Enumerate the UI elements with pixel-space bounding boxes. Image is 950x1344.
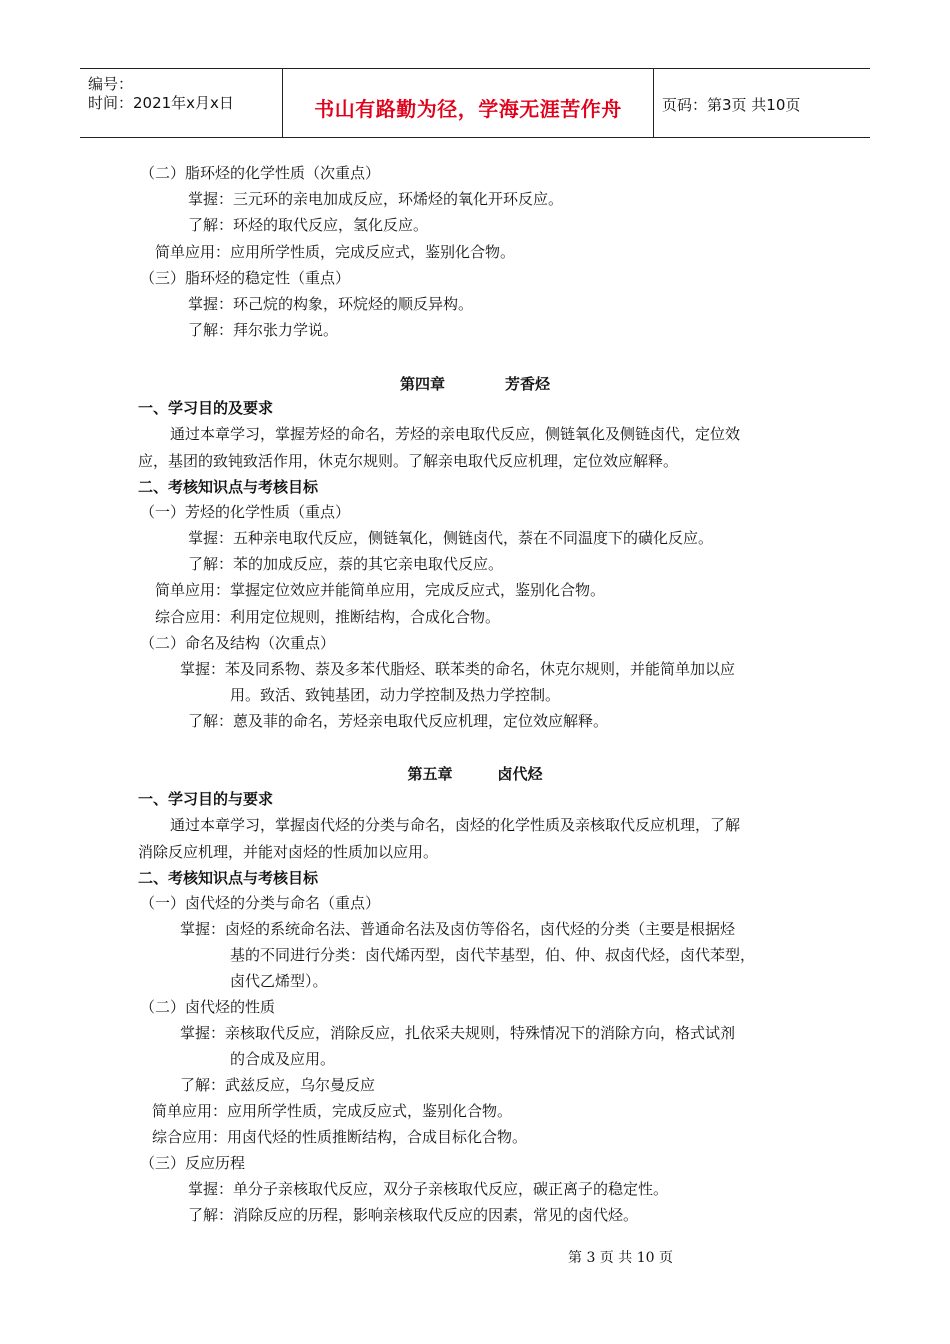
- section-heading: 二、考核知识点与考核目标: [138, 869, 319, 887]
- header-motto-cell: [283, 69, 654, 137]
- page-footer: 第 3 页 共 10 页: [568, 1250, 673, 1266]
- subheading: （二）命名及结构（次重点）: [140, 634, 336, 652]
- subheading: （一）芳烃的化学性质（重点）: [140, 503, 351, 521]
- document-header: [80, 68, 870, 138]
- motto: 书山有路勤为径，学海无涯苦作舟: [314, 97, 622, 121]
- text-line: 了解：拜尔张力学说。: [188, 321, 339, 339]
- paragraph-line: 通过本章学习，掌握卤代烃的分类与命名，卤烃的化学性质及亲核取代反应机理，了解: [170, 816, 741, 834]
- text-line: 了解：苯的加成反应，萘的其它亲电取代反应。: [188, 555, 504, 573]
- chapter-title: [0, 373, 950, 394]
- subheading: （二）卤代烃的性质: [140, 998, 276, 1016]
- subheading: （二）脂环烃的化学性质（次重点）: [140, 164, 381, 182]
- text-line: 用。致活、致钝基团，动力学控制及热力学控制。: [230, 686, 561, 704]
- header-meta-cell: [80, 69, 283, 137]
- chapter-number: 第四章: [399, 375, 445, 393]
- text-line: 掌握：亲核取代反应，消除反应，扎依采夫规则，特殊情况下的消除方向，格式试剂: [180, 1024, 736, 1042]
- chapter-name: 卤代烃: [497, 765, 543, 783]
- time-label: 时间：2021年x月x日: [88, 94, 234, 112]
- text-line: 了解：环烃的取代反应，氢化反应。: [188, 216, 429, 234]
- section-heading: 一、学习目的及要求: [138, 399, 274, 417]
- subheading: （一）卤代烃的分类与命名（重点）: [140, 894, 381, 912]
- text-line: 简单应用：掌握定位效应并能简单应用，完成反应式，鉴别化合物。: [155, 581, 606, 599]
- text-line: 掌握：苯及同系物、萘及多苯代脂烃、联苯类的命名，休克尔规则，并能简单加以应: [180, 660, 736, 678]
- chapter-number: 第五章: [407, 765, 453, 783]
- text-line: 掌握：环己烷的构象，环烷烃的顺反异构。: [188, 295, 474, 313]
- paragraph-line: 应，基团的致钝致活作用，休克尔规则。了解亲电取代反应机理，定位效应解释。: [138, 452, 679, 470]
- chapter-title: [0, 763, 950, 784]
- text-line: 综合应用：利用定位规则，推断结构，合成化合物。: [155, 608, 501, 626]
- chapter-name: 芳香烃: [505, 375, 551, 393]
- text-line: 基的不同进行分类：卤代烯丙型，卤代苄基型，伯、仲、叔卤代烃，卤代苯型，: [230, 946, 756, 964]
- text-line: 了解：武兹反应，乌尔曼反应: [180, 1076, 376, 1094]
- text-line: 了解：消除反应的历程，影响亲核取代反应的因素，常见的卤代烃。: [188, 1206, 639, 1224]
- section-heading: 二、考核知识点与考核目标: [138, 478, 319, 496]
- text-line: 简单应用：应用所学性质，完成反应式，鉴别化合物。: [152, 1102, 513, 1120]
- text-line: 掌握：卤烃的系统命名法、普通命名法及卤仿等俗名，卤代烃的分类（主要是根据烃: [180, 920, 736, 938]
- text-line: 了解：蒽及菲的命名，芳烃亲电取代反应机理，定位效应解释。: [188, 712, 609, 730]
- text-line: 综合应用：用卤代烃的性质推断结构，合成目标化合物。: [152, 1128, 528, 1146]
- subheading: （三）反应历程: [140, 1154, 246, 1172]
- text-line: 的合成及应用。: [230, 1050, 336, 1068]
- text-line: 掌握：三元环的亲电加成反应，环烯烃的氧化开环反应。: [188, 190, 564, 208]
- paragraph-line: 消除反应机理，并能对卤烃的性质加以应用。: [138, 843, 439, 861]
- text-line: 卤代乙烯型）。: [230, 972, 328, 990]
- text-line: 掌握：五种亲电取代反应，侧链氧化，侧链卤代，萘在不同温度下的磺化反应。: [188, 529, 714, 547]
- text-line: 掌握：单分子亲核取代反应，双分子亲核取代反应，碳正离子的稳定性。: [188, 1180, 669, 1198]
- header-page-cell: [654, 69, 870, 137]
- text-line: 简单应用：应用所学性质，完成反应式，鉴别化合物。: [155, 243, 516, 261]
- page-label: 页码：第3页 共10页: [662, 96, 801, 114]
- paragraph-line: 通过本章学习，掌握芳烃的命名，芳烃的亲电取代反应，侧链氧化及侧链卤代，定位效: [170, 425, 741, 443]
- section-heading: 一、学习目的与要求: [138, 790, 274, 808]
- subheading: （三）脂环烃的稳定性（重点）: [140, 269, 351, 287]
- number-label: 编号：: [88, 75, 134, 93]
